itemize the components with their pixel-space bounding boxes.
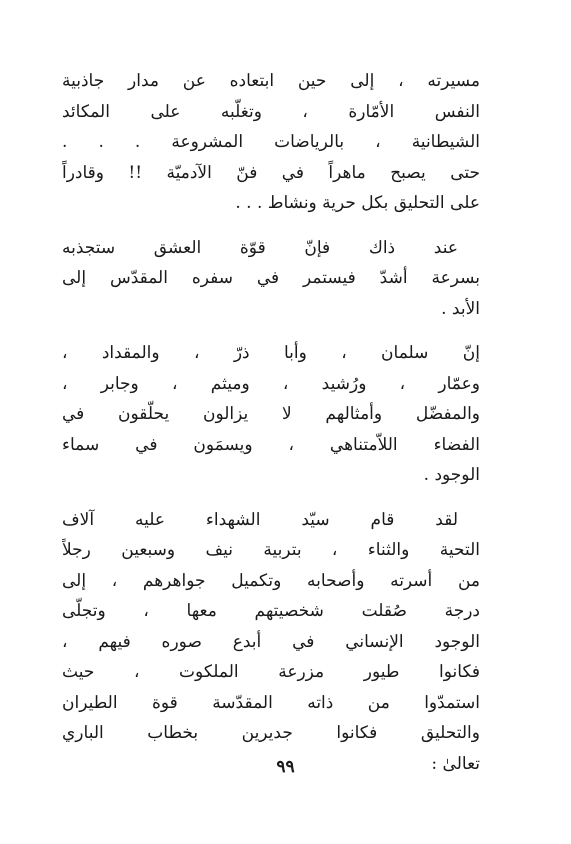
text-line: النفس الأمّارة ، وتغلّبه على المكائد [62, 101, 480, 122]
text-line: التحية والثناء ، بتربية نيف وسبعين رجلاً [62, 540, 480, 560]
paragraph-3 [62, 338, 480, 491]
text-line: والمفضّل وأمثالهم لا يزالون يحلّقون في [62, 404, 480, 424]
text-line: درجة صُقلت شخصيتهم معها ، وتجلّى [62, 601, 480, 621]
paragraph-gap [62, 491, 480, 505]
text-line: لقد قام سيّد الشهداء عليه آلاف [62, 509, 458, 530]
text-line: الوجود الإنساني في أبدع صوره فيهم ، [62, 631, 480, 652]
text-line: الوجود . [423, 465, 480, 485]
text-line: فكانوا طيور مزرعة الملكوت ، حيث [62, 662, 480, 682]
text-line: الفضاء اللاّمتناهي ، ويسمَون في سماء [62, 434, 480, 455]
text-line: والتحليق فكانوا جديرين بخطاب الباري [62, 723, 480, 743]
text-line: وعمّار ، ورُشيد ، وميثم ، وجابر ، [62, 373, 480, 394]
text-line: إنّ سلمان ، وأبا ذرّ ، والمقداد ، [62, 343, 480, 363]
text-line: حتى يصبح ماهراً في فنّ الآدميّة !! وقادراً [62, 162, 480, 183]
paragraph-gap [62, 219, 480, 233]
text-line: من أسرته وأصحابه وتكميل جواهرهم ، إلى [62, 570, 480, 591]
text-line: الأبد . [441, 298, 480, 319]
text-line: بسرعة أشدّ فيستمر في سفره المقدّس إلى [62, 268, 480, 288]
paragraph-2 [62, 233, 480, 325]
paragraph-gap [62, 324, 480, 338]
page-body [62, 66, 480, 779]
text-line: عند ذاك فإنّ قوّة العشق ستجذبه [62, 237, 458, 258]
text-line: مسيرته ، إلى حين ابتعاده عن مدار جاذبية [62, 71, 480, 91]
text-line: على التحليق بكل حرية ونشاط . . . [235, 193, 480, 213]
page-number: ٩٩ [276, 757, 295, 777]
text-line: استمدّوا من ذاته المقدّسة قوة الطيران [62, 692, 480, 713]
text-line: تعالىٰ : [431, 753, 480, 774]
paragraph-4 [62, 505, 480, 780]
text-line: الشيطانية ، بالرياضات المشروعة . . . [62, 132, 480, 152]
paragraph-1 [62, 66, 480, 219]
